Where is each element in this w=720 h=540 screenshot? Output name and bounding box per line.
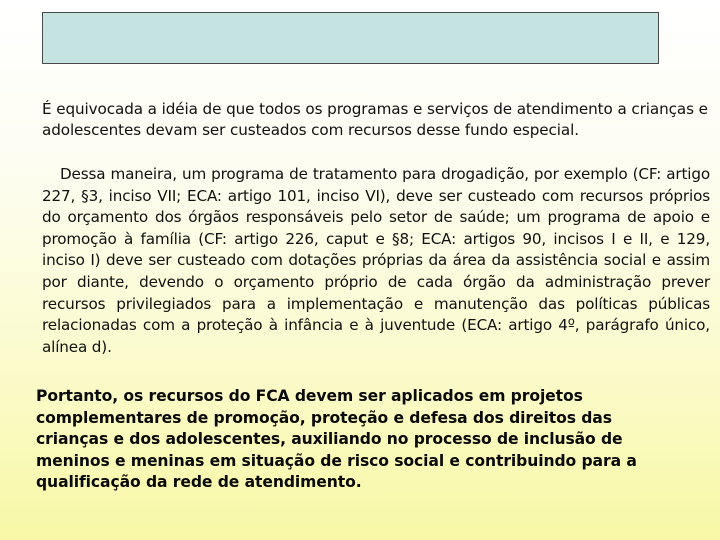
paragraph-conclusion: Portanto, os recursos do FCA devem ser aplicados em projetos complementares de promoção, proteção e defesa dos direitos das crianças e dos adolescentes, auxiliando no processo de inclusão de meninos e meninas em situação de risco social e contribuindo para a qualificação da rede de atendimento.	[36, 387, 637, 492]
paragraph-example: Dessa maneira, um programa de tratamento para drogadição, por exemplo (CF: artigo 227, §3, inciso VII; ECA: artigo 101, inciso VI), deve ser custeado com recursos próprios do orçamento dos órgãos responsáveis pelo setor de saúde; um programa de apoio e promoção à família (CF: artigo 226, caput e §8; ECA: artigos 90, incisos I e II, e 129, inciso I) deve ser custeado com dotações próprias da área da assistência social e assim por diante, devendo o orçamento próprio de cada órgão da administração prever recursos privilegiados para a implementação e manutenção das políticas públicas relacionadas com a proteção à infância e à juventude (ECA: artigo 4º, parágrafo único, alínea d).	[42, 165, 710, 356]
title-box	[42, 12, 659, 64]
paragraph-intro: É equivocada a idéia de que todos os programas e serviços de atendimento a crianças e adolescentes devam ser custeados com recursos desse fundo especial.	[42, 100, 708, 139]
